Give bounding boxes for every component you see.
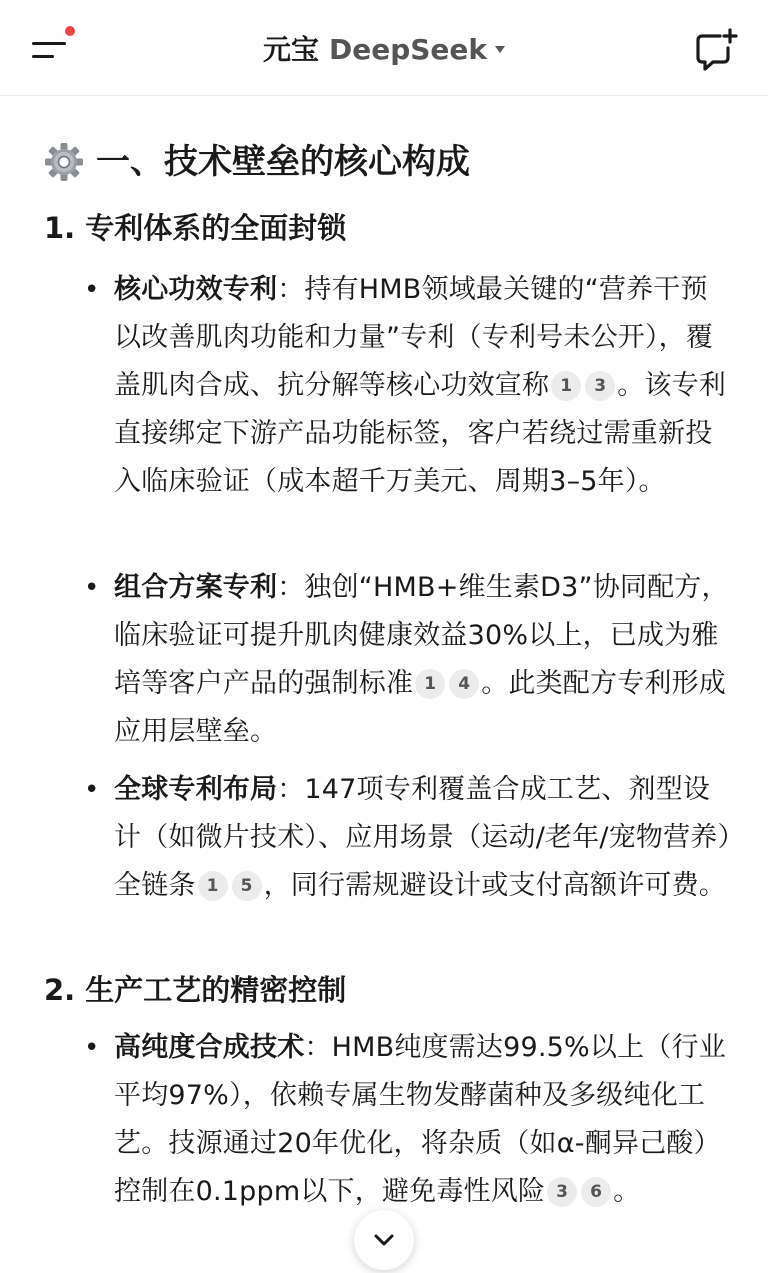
heading-text: 一、技术壁垒的核心构成 <box>96 142 470 182</box>
app-name: 元宝 <box>262 33 319 66</box>
gear-icon <box>44 142 84 182</box>
citation-badge[interactable]: 1 <box>551 371 581 401</box>
item-label: 组合方案专利 <box>114 572 278 603</box>
item-text: 。 <box>613 1176 641 1207</box>
chevron-down-icon <box>495 46 505 53</box>
list-item <box>114 766 734 910</box>
top-bar <box>0 0 768 96</box>
citation-badge[interactable]: 1 <box>198 871 228 901</box>
citation-badge[interactable]: 4 <box>449 669 479 699</box>
item-text: 。此类配方专利形成应用层壁垒。 <box>114 668 727 747</box>
section-heading <box>44 138 470 186</box>
list-item <box>114 266 734 506</box>
item-label: 高纯度合成技术 <box>114 1032 305 1063</box>
bullet-marker: • <box>84 573 100 603</box>
bullet-marker: • <box>84 1033 100 1063</box>
new-chat-icon <box>692 28 740 72</box>
item-text: ：持有HMB领域最关键的“营养干预以改善肌肉功能和力量”专利（专利号未公开），覆盖肌肉合成、抗分解等核心功效宣称 <box>114 274 714 401</box>
citation-badge[interactable]: 3 <box>585 371 615 401</box>
item-label: 核心功效专利 <box>114 274 278 305</box>
item-text: 。该专利直接绑定下游产品功能标签，客户若绕过需重新投入临床验证（成本超千万美元、周期3–5年）。 <box>114 370 727 497</box>
new-chat-button[interactable] <box>692 28 740 72</box>
model-name: DeepSeek <box>328 33 488 66</box>
citation-badge[interactable]: 3 <box>547 1177 577 1207</box>
item-text: ，同行需规避设计或支付高额许可费。 <box>263 870 727 901</box>
citation-badge[interactable]: 6 <box>581 1177 611 1207</box>
item-label: 全球专利布局 <box>114 774 278 805</box>
item-text: ：HMB纯度需达99.5%以上（行业平均97%），依赖专属生物发酵菌种及多级纯化工艺。技源通过20年优化，将杂质（如α-酮异己酸）控制在0.1ppm以下，避免毒性风险 <box>114 1032 726 1207</box>
item-text: ：独创“HMB+维生素D3”协同配方，临床验证可提升肌肉健康效益30%以上，已成为雅培等客户产品的强制标准 <box>114 572 729 699</box>
bullet-marker: • <box>84 275 100 305</box>
subsection-title: 2. 生产工艺的精密控制 <box>44 973 347 1007</box>
list-item <box>114 1024 734 1216</box>
bullet-marker: • <box>84 775 100 805</box>
list-item <box>114 564 734 756</box>
chevron-down-icon <box>372 1230 396 1250</box>
model-selector[interactable] <box>0 28 768 72</box>
citation-badge[interactable]: 1 <box>415 669 445 699</box>
citation-badge[interactable]: 5 <box>232 871 262 901</box>
item-text: ：147项专利覆盖合成工艺、剂型设计（如微片技术）、应用场景（运动/老年/宠物营养）全链条 <box>114 774 732 901</box>
scroll-to-bottom-button[interactable] <box>354 1210 414 1270</box>
subsection-title: 1. 专利体系的全面封锁 <box>44 211 347 245</box>
